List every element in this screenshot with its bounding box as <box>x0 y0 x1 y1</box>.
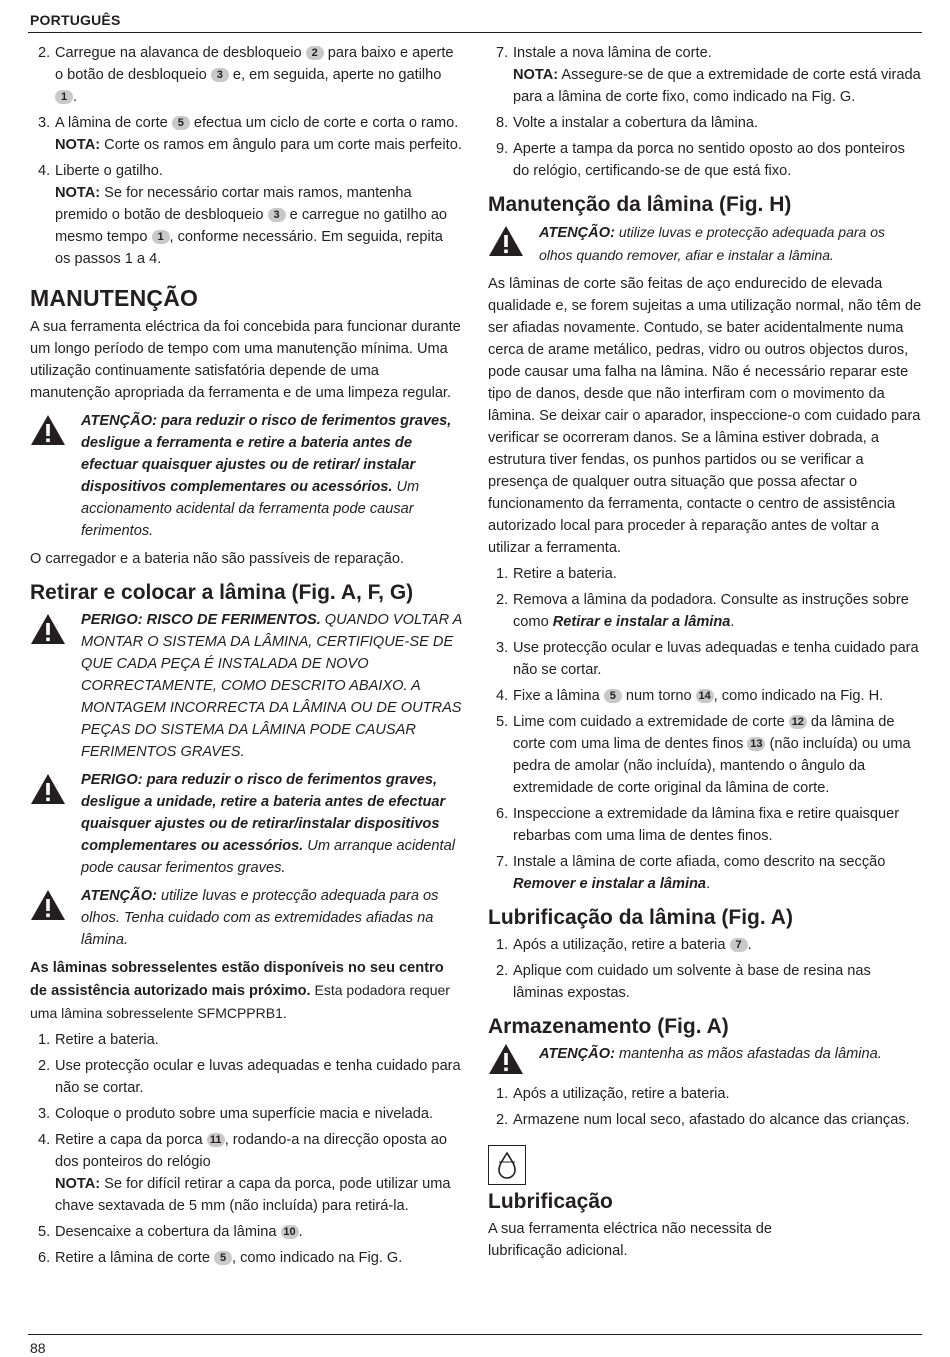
item-text: Retire a capa da porca <box>55 1132 207 1148</box>
list-item <box>30 1103 462 1125</box>
warning-text: Um accionamento acidental da ferramenta pode causar ferimentos. <box>81 479 420 539</box>
item-number: 6. <box>38 1250 51 1266</box>
danger-block <box>30 769 462 879</box>
part-number-badge: 10 <box>281 1225 299 1239</box>
item-text: . <box>73 89 78 105</box>
item-number: 6. <box>496 806 509 822</box>
item-text: Use protecção ocular e luvas adequadas e tenha cuidado para não se cortar. <box>513 640 919 678</box>
item-number: 8. <box>496 115 509 131</box>
item-number: 5. <box>38 1224 51 1240</box>
list-item <box>488 685 922 707</box>
warning-block <box>488 1043 922 1077</box>
list-item <box>488 934 922 956</box>
item-number: 7. <box>496 854 509 870</box>
item-number: 2. <box>496 592 509 608</box>
list-item <box>488 112 922 134</box>
item-number: 3. <box>38 115 51 131</box>
part-number-badge: 5 <box>604 689 622 703</box>
item-number: 3. <box>38 1106 51 1122</box>
danger-text: QUANDO VOLTAR A MONTAR O SISTEMA DA LÂMINA, CERTIFIQUE-SE DE QUE CADA PEÇA É INSTALADA DE NOVO CORRECTAMENTE, COMO DESCRITO ABAIXO. A MONTAGEM INCORRECTA DA LÂMINA OU DE OUTRAS PEÇAS DO SISTEMA DA LÂMINA PODE CAUSAR FERIMENTOS GRAVES. <box>81 612 462 760</box>
note-text: Se for necessário cortar mais ramos, mantenha premido o botão de desbloqueio <box>55 185 412 223</box>
item-text: Volte a instalar a cobertura da lâmina. <box>513 115 758 131</box>
item-text: Aperte a tampa da porca no sentido oposto ao dos ponteiros do relógio, certificando-se de que está fixo. <box>513 141 905 179</box>
item-text: (não incluída) ou uma pedra de amolar (não incluída), mantendo o ângulo da extremidade de corte original da lâmina de corte. <box>513 736 911 796</box>
note-text: Corte os ramos em ângulo para um corte mais perfeito. <box>100 137 462 153</box>
item-text: Aplique com cuidado um solvente à base de resina nas lâminas expostas. <box>513 963 871 1001</box>
item-text: Desencaixe a cobertura da lâmina <box>55 1224 281 1240</box>
list-item <box>30 1221 462 1243</box>
warning-bold-text: ATENÇÃO: <box>81 888 157 904</box>
section-reference: Retirar e instalar a lâmina <box>552 614 731 630</box>
item-text: . <box>298 1224 303 1240</box>
note-text: e carregue no gatilho ao mesmo tempo <box>55 207 448 245</box>
right-column <box>488 42 922 1262</box>
part-number-badge: 12 <box>789 715 807 729</box>
warning-bold-text: ATENÇÃO: para reduzir o risco de ferimentos graves, desligue a ferramenta e retire a bateria antes de efectuar quaisquer ajustes ou de retirar/ instalar dispositivos complementares ou acessórios. <box>81 413 452 495</box>
spare-blade-paragraph <box>30 957 462 1025</box>
item-text: Retire a lâmina de corte <box>55 1250 214 1266</box>
section-reference: Remover e instalar a lâmina <box>513 876 707 892</box>
list-item <box>488 711 922 799</box>
header-language: PORTUGUÊS <box>30 12 121 28</box>
part-number-badge: 2 <box>306 46 324 60</box>
item-text: Retire a bateria. <box>55 1032 159 1048</box>
part-number-badge: 13 <box>747 737 765 751</box>
item-text: Lime com cuidado a extremidade de corte <box>513 714 789 730</box>
item-number: 3. <box>496 640 509 656</box>
item-text: Remova a lâmina da podadora. Consulte as instruções sobre como <box>513 592 909 630</box>
lubrication-heading: Lubrificação <box>488 1190 613 1213</box>
list-item <box>488 637 922 681</box>
danger-bold-text: PERIGO: para reduzir o risco de ferimentos graves, desligue a unidade, retire a bateria antes de efectuar quaisquer ajustes ou de retirar/instalar dispositivos complementares ou acessórios. <box>81 772 446 854</box>
footer-rule <box>28 1334 922 1335</box>
storage-steps <box>488 1083 922 1131</box>
item-number: 1. <box>38 1032 51 1048</box>
part-number-badge: 14 <box>696 689 714 703</box>
part-number-badge: 7 <box>730 938 748 952</box>
item-number: 9. <box>496 141 509 157</box>
warning-text: utilize luvas e protecção adequada para os olhos quando remover, afiar e instalar a lâmina. <box>539 224 886 263</box>
oil-drop-icon <box>488 1145 526 1185</box>
list-item <box>488 1109 922 1131</box>
item-text: A lâmina de corte <box>55 115 172 131</box>
lubrication-paragraph: A sua ferramenta eléctrica não necessita de lubrificação adicional. <box>488 1221 772 1259</box>
note-text: , conforme necessário. Em seguida, repita os passos 1 a 4. <box>55 229 443 267</box>
operation-steps <box>30 42 462 270</box>
item-text: e, em seguida, aperte no gatilho <box>228 67 442 83</box>
list-item <box>488 851 922 895</box>
list-item <box>30 1247 462 1269</box>
oil-drop-icon-shape <box>494 1150 520 1180</box>
warning-block <box>488 221 922 267</box>
item-text: para baixo e aperte o botão de desbloqueio <box>55 45 454 83</box>
warning-triangle-icon <box>488 1043 524 1075</box>
list-item <box>488 1083 922 1105</box>
part-number-badge: 1 <box>152 230 170 244</box>
list-item <box>30 1129 462 1217</box>
item-number: 1. <box>496 1086 509 1102</box>
item-number: 4. <box>38 1132 51 1148</box>
item-text: , rodando-a na direcção oposta ao dos ponteiros do relógio <box>55 1132 448 1170</box>
blade-lubrication-steps <box>488 934 922 1004</box>
item-number: 2. <box>38 45 51 61</box>
part-number-badge: 5 <box>214 1251 232 1265</box>
item-text: Carregue na alavanca de desbloqueio <box>55 45 306 61</box>
item-text: Após a utilização, retire a bateria <box>513 937 730 953</box>
item-text: Instale a lâmina de corte afiada, como descrito na secção <box>513 854 886 870</box>
list-item <box>488 563 922 585</box>
warning-text: utilize luvas e protecção adequada para os olhos. Tenha cuidado com as extremidades afiadas na lâmina. <box>81 888 439 948</box>
note-text: Se for difícil retirar a capa da porca, pode utilizar uma chave sextavada de 5 mm (não incluída) para retirá-la. <box>55 1176 451 1214</box>
danger-bold-text: PERIGO: RISCO DE FERIMENTOS. <box>81 612 321 628</box>
item-text: num torno <box>621 688 696 704</box>
spare-text: Esta podadora requer uma lâmina sobresselente SFMCPPRB1. <box>30 982 450 1021</box>
note-label: NOTA: <box>513 67 559 83</box>
item-number: 2. <box>38 1058 51 1074</box>
item-text: da lâmina de corte com uma lima de dentes finos <box>513 714 895 752</box>
item-number: 4. <box>38 163 51 179</box>
item-text: , como indicado na Fig. G. <box>232 1250 403 1266</box>
blade-install-steps <box>488 42 922 182</box>
warning-triangle-icon <box>30 773 66 805</box>
part-number-badge: 11 <box>207 1133 225 1147</box>
warning-block <box>30 885 462 951</box>
item-number: 1. <box>496 566 509 582</box>
item-number: 2. <box>496 1112 509 1128</box>
maintenance-paragraph: A sua ferramenta eléctrica da foi concebida para funcionar durante um longo período de tempo com uma manutenção mínima. Uma utilização continuamente satisfatória depende de uma manutenção apropriada da ferramenta e de uma limpeza regular. <box>30 319 461 401</box>
warning-text: mantenha as mãos afastadas da lâmina. <box>614 1046 882 1062</box>
list-item <box>30 1055 462 1099</box>
item-text: . <box>730 614 735 630</box>
blade-lubrication-heading: Lubrificação da lâmina (Fig. A) <box>488 906 793 929</box>
item-text: efectua um ciclo de corte e corta o ramo. <box>189 115 459 131</box>
part-number-badge: 3 <box>211 68 229 82</box>
warning-block <box>30 410 462 542</box>
part-number-badge: 3 <box>268 208 286 222</box>
note-label: NOTA: <box>55 137 101 153</box>
page-number: 88 <box>30 1340 46 1356</box>
part-number-badge: 5 <box>172 116 190 130</box>
storage-heading: Armazenamento (Fig. A) <box>488 1015 729 1038</box>
maintenance-heading: MANUTENÇÃO <box>30 285 199 311</box>
list-item <box>30 160 462 270</box>
spare-bold-text: As lâminas sobresselentes estão disponíveis no seu centro de assistência autorizado mais próximo. <box>30 960 444 999</box>
warning-triangle-icon <box>488 225 524 257</box>
item-number: 2. <box>496 963 509 979</box>
list-item <box>30 1029 462 1051</box>
warning-triangle-icon <box>30 613 66 645</box>
item-text: . <box>706 876 711 892</box>
blade-maintenance-steps <box>488 563 922 895</box>
note-label: NOTA: <box>55 1176 101 1192</box>
part-number-badge: 1 <box>55 90 73 104</box>
warning-triangle-icon <box>30 414 66 446</box>
item-text: Liberte o gatilho. <box>55 163 163 179</box>
item-number: 5. <box>496 714 509 730</box>
item-text: Use protecção ocular e luvas adequadas e tenha cuidado para não se cortar. <box>55 1058 461 1096</box>
item-number: 4. <box>496 688 509 704</box>
danger-text: Um arranque acidental pode causar ferimentos graves. <box>81 838 455 876</box>
item-text: Após a utilização, retire a bateria. <box>513 1086 730 1102</box>
header-rule <box>28 32 922 33</box>
item-number: 1. <box>496 937 509 953</box>
list-item <box>30 42 462 108</box>
list-item <box>488 42 922 108</box>
list-item <box>30 112 462 156</box>
item-text: Inspeccione a extremidade da lâmina fixa e retire quaisquer rebarbas com uma lima de dentes finos. <box>513 806 900 844</box>
danger-block <box>30 609 462 763</box>
left-column <box>30 42 462 1273</box>
warning-bold-text: ATENÇÃO: <box>539 225 615 241</box>
item-text: Fixe a lâmina <box>513 688 604 704</box>
blade-removal-heading: Retirar e colocar a lâmina (Fig. A, F, G) <box>30 581 414 604</box>
list-item <box>488 803 922 847</box>
item-text: Coloque o produto sobre uma superfície macia e nivelada. <box>55 1106 434 1122</box>
note-text: Assegure-se de que a extremidade de corte está virada para a lâmina de corte fixo, como indicado na Fig. G. <box>513 67 921 105</box>
blade-maintenance-heading: Manutenção da lâmina (Fig. H) <box>488 193 792 216</box>
item-text: Retire a bateria. <box>513 566 617 582</box>
charger-note: O carregador e a bateria não são passíveis de reparação. <box>30 551 404 567</box>
item-text: Armazene num local seco, afastado do alcance das crianças. <box>513 1112 910 1128</box>
list-item <box>488 589 922 633</box>
item-text: . <box>747 937 752 953</box>
item-number: 7. <box>496 45 509 61</box>
list-item <box>488 138 922 182</box>
list-item <box>488 960 922 1004</box>
item-text: , como indicado na Fig. H. <box>713 688 884 704</box>
warning-triangle-icon <box>30 889 66 921</box>
note-label: NOTA: <box>55 185 101 201</box>
warning-bold-text: ATENÇÃO: <box>539 1046 615 1062</box>
blade-maintenance-paragraph: As lâminas de corte são feitas de aço endurecido de elevada qualidade e, se forem sujeitas a uma utilização normal, não têm de ser afiadas novamente. Contudo, se bater acidentalmente numa cerca de arame metálico, pedras, vidro ou outros objectos duros, pode causar uma falha na lâmina. Não é necessário reparar este tipo de danos, desde que não interfiram com o movimento da lâmina. Se deixar cair o aparador, inspeccione-o com cuidado para verificar se ocorreram danos. Se a lâmina estiver dobrada, a estrutura tiver fendas, os punhos partidos ou se verificar a presença de qualquer outra situação que possa afectar o funcionamento da ferramenta, contacte o centro de assistência autorizado local para proceder à reparação antes de voltar a utilizar a ferramenta. <box>488 276 922 556</box>
blade-removal-steps <box>30 1029 462 1269</box>
item-text: Instale a nova lâmina de corte. <box>513 45 712 61</box>
